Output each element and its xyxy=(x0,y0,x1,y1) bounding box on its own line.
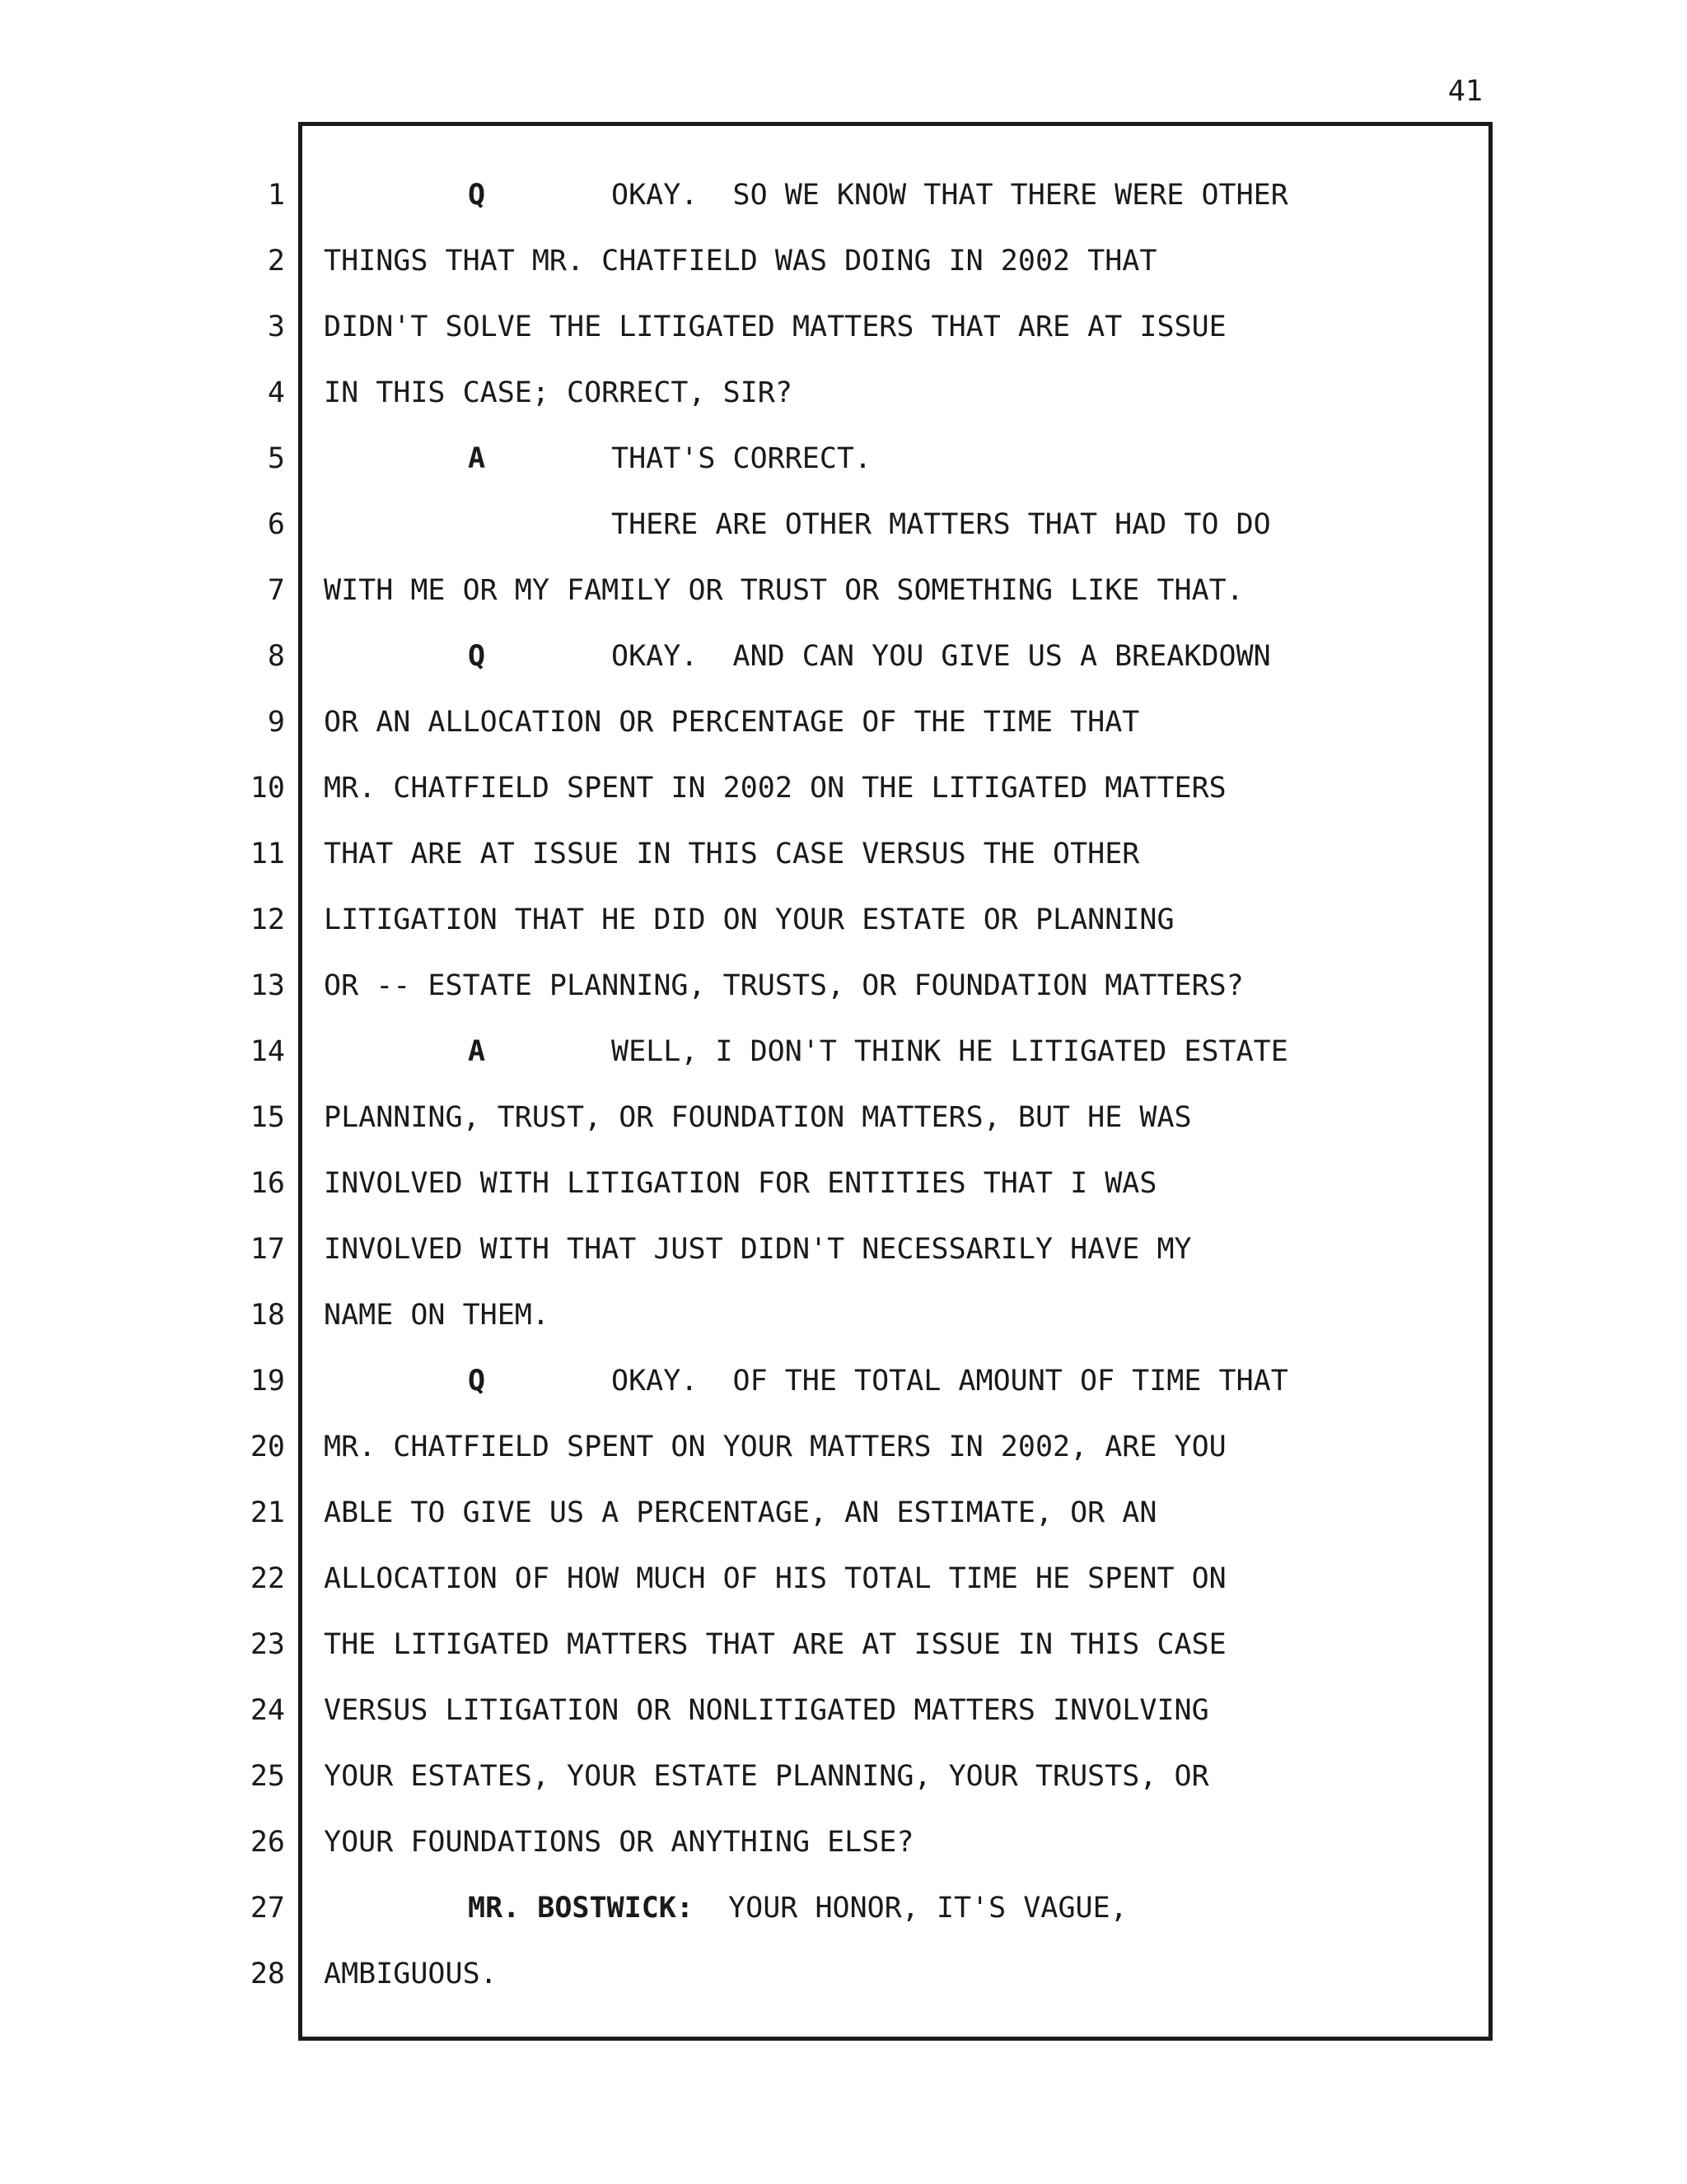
line-number: 11 xyxy=(250,838,285,870)
line-number: 3 xyxy=(267,310,285,343)
transcript-line xyxy=(324,899,1477,940)
line-number: 23 xyxy=(250,1628,285,1661)
line-text: THAT ARE AT ISSUE IN THIS CASE VERSUS THE OTHER xyxy=(324,838,1140,870)
line-text: MR. CHATFIELD SPENT ON YOUR MATTERS IN 2002, ARE YOU xyxy=(324,1430,1227,1463)
line-text: OKAY. OF THE TOTAL AMOUNT OF TIME THAT xyxy=(611,1365,1288,1398)
line-number: 2 xyxy=(267,245,285,278)
line-number: 7 xyxy=(267,574,285,607)
transcript-line xyxy=(324,702,1477,743)
line-text: DIDN'T SOLVE THE LITIGATED MATTERS THAT ARE AT ISSUE xyxy=(324,310,1227,343)
transcript-line xyxy=(324,1031,1477,1072)
transcript-line xyxy=(324,372,1477,413)
line-number: 16 xyxy=(250,1167,285,1200)
page-number: 41 xyxy=(1447,75,1483,108)
line-text: YOUR FOUNDATIONS OR ANYTHING ELSE? xyxy=(324,1826,914,1859)
line-number: 22 xyxy=(250,1562,285,1595)
transcript-line xyxy=(324,504,1477,545)
line-number: 21 xyxy=(250,1496,285,1529)
speaker-name: MR. BOSTWICK: xyxy=(468,1892,694,1925)
line-number: 13 xyxy=(250,969,285,1002)
line-number: 1 xyxy=(267,179,285,212)
line-text: THAT'S CORRECT. xyxy=(611,442,872,475)
answer-label: A xyxy=(468,442,486,475)
line-text: WELL, I DON'T THINK HE LITIGATED ESTATE xyxy=(611,1035,1288,1068)
line-number: 10 xyxy=(250,772,285,805)
transcript-line xyxy=(324,1229,1477,1270)
transcript-line xyxy=(324,1295,1477,1336)
line-number: 17 xyxy=(250,1233,285,1266)
transcript-line xyxy=(324,1888,1477,1929)
question-label: Q xyxy=(468,1365,486,1398)
line-number: 6 xyxy=(267,508,285,541)
transcript-line xyxy=(324,768,1477,809)
line-number: 4 xyxy=(267,376,285,409)
line-text: ABLE TO GIVE US A PERCENTAGE, AN ESTIMATE, OR AN xyxy=(324,1496,1157,1529)
line-text: VERSUS LITIGATION OR NONLITIGATED MATTERS INVOLVING xyxy=(324,1694,1209,1727)
transcript-line xyxy=(324,636,1477,677)
line-number: 27 xyxy=(250,1892,285,1925)
line-text: INVOLVED WITH LITIGATION FOR ENTITIES THAT I WAS xyxy=(324,1167,1157,1200)
line-number: 9 xyxy=(267,706,285,739)
transcript-line xyxy=(324,1690,1477,1731)
line-number: 28 xyxy=(250,1958,285,1990)
line-text: OKAY. SO WE KNOW THAT THERE WERE OTHER xyxy=(611,179,1288,212)
transcript-line xyxy=(324,1624,1477,1665)
transcript-line xyxy=(324,833,1477,875)
line-text: THINGS THAT MR. CHATFIELD WAS DOING IN 2002 THAT xyxy=(324,245,1157,278)
line-text: OR -- ESTATE PLANNING, TRUSTS, OR FOUNDATION MATTERS? xyxy=(324,969,1244,1002)
line-text: OR AN ALLOCATION OR PERCENTAGE OF THE TIME THAT xyxy=(324,706,1140,739)
transcript-line xyxy=(324,175,1477,216)
line-text: THERE ARE OTHER MATTERS THAT HAD TO DO xyxy=(611,508,1271,541)
transcript-line xyxy=(324,1492,1477,1533)
question-label: Q xyxy=(468,179,486,212)
line-number: 8 xyxy=(267,640,285,673)
transcript-line xyxy=(324,240,1477,282)
transcript-line xyxy=(324,1426,1477,1468)
line-number: 12 xyxy=(250,903,285,936)
transcript-line xyxy=(324,1756,1477,1797)
line-number: 25 xyxy=(250,1760,285,1793)
line-number: 14 xyxy=(250,1035,285,1068)
transcript-line xyxy=(324,438,1477,479)
transcript-line xyxy=(324,1163,1477,1204)
line-text: IN THIS CASE; CORRECT, SIR? xyxy=(324,376,792,409)
line-text: AMBIGUOUS. xyxy=(324,1958,498,1990)
transcript-line xyxy=(324,570,1477,611)
question-label: Q xyxy=(468,640,486,673)
line-text: YOUR ESTATES, YOUR ESTATE PLANNING, YOUR TRUSTS, OR xyxy=(324,1760,1209,1793)
line-text: LITIGATION THAT HE DID ON YOUR ESTATE OR PLANNING xyxy=(324,903,1175,936)
line-text: OKAY. AND CAN YOU GIVE US A BREAKDOWN xyxy=(611,640,1271,673)
line-text: MR. CHATFIELD SPENT IN 2002 ON THE LITIGATED MATTERS xyxy=(324,772,1227,805)
transcript-line xyxy=(324,965,1477,1006)
transcript-line xyxy=(324,1097,1477,1138)
line-number: 18 xyxy=(250,1299,285,1332)
line-text: PLANNING, TRUST, OR FOUNDATION MATTERS, BUT HE WAS xyxy=(324,1101,1192,1134)
line-text: NAME ON THEM. xyxy=(324,1299,549,1332)
line-number: 24 xyxy=(250,1694,285,1727)
transcript-line xyxy=(324,1360,1477,1402)
line-number: 19 xyxy=(250,1365,285,1398)
line-number: 20 xyxy=(250,1430,285,1463)
line-text: YOUR HONOR, IT'S VAGUE, xyxy=(693,1892,1128,1925)
line-number: 15 xyxy=(250,1101,285,1134)
line-text: WITH ME OR MY FAMILY OR TRUST OR SOMETHING LIKE THAT. xyxy=(324,574,1244,607)
transcript-line xyxy=(324,306,1477,348)
line-text: ALLOCATION OF HOW MUCH OF HIS TOTAL TIME HE SPENT ON xyxy=(324,1562,1227,1595)
transcript-line xyxy=(324,1558,1477,1599)
line-text: INVOLVED WITH THAT JUST DIDN'T NECESSARILY HAVE MY xyxy=(324,1233,1192,1266)
answer-label: A xyxy=(468,1035,486,1068)
line-number: 5 xyxy=(267,442,285,475)
line-text: THE LITIGATED MATTERS THAT ARE AT ISSUE IN THIS CASE xyxy=(324,1628,1227,1661)
transcript-line xyxy=(324,1953,1477,1995)
line-number: 26 xyxy=(250,1826,285,1859)
transcript-line xyxy=(324,1822,1477,1863)
